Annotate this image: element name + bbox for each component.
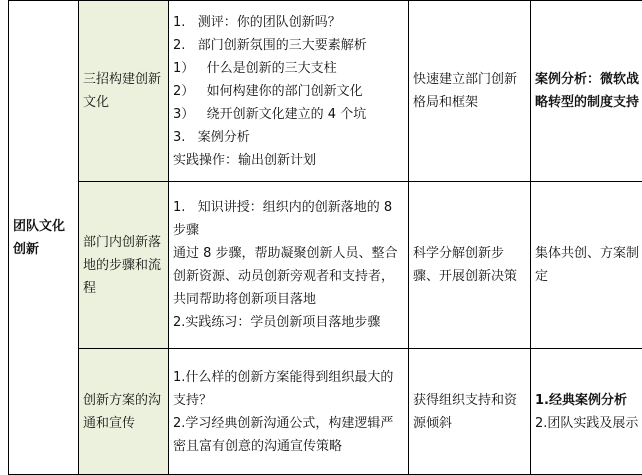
content-cell — [169, 349, 409, 475]
goal-cell — [409, 182, 531, 349]
content-line: 1） 什么是创新的三大支柱 — [173, 57, 404, 80]
content-line: 3） 绕开创新文化建立的 4 个坑 — [173, 103, 404, 126]
content-cell — [169, 1, 409, 182]
goal-label: 获得组织支持和资源倾斜 — [413, 393, 517, 431]
content-line: 2.实践练习：学员创新项目落地步骤 — [173, 311, 404, 334]
content-line: 1.什么样的创新方案能得到组织最大的支持？ — [173, 366, 404, 412]
content-line: 2） 如何构建你的部门创新文化 — [173, 80, 404, 103]
table-row — [9, 182, 642, 349]
goal-cell — [409, 349, 531, 475]
module-cell — [9, 1, 79, 475]
method-label: 集体共创、方案制定 — [535, 246, 639, 284]
goal-label: 快速建立部门创新格局和框架 — [413, 72, 517, 110]
content-line: 实践操作：输出创新计划 — [173, 149, 404, 172]
content-line: 通过 8 步骤，帮助凝聚创新人员、整合创新资源、动员创新旁观者和支持者，共同帮助将创新项目落地 — [173, 242, 404, 311]
method-label: 1.经典案例分析 — [535, 389, 642, 412]
topic-cell — [79, 182, 169, 349]
topic-label: 三招构建创新文化 — [83, 72, 161, 110]
table-row — [9, 1, 642, 182]
topic-label: 部门内创新落地的步骤和流程 — [83, 235, 161, 296]
goal-label: 科学分解创新步骤、开展创新决策 — [413, 246, 517, 284]
course-outline-table — [8, 0, 642, 475]
table-row — [9, 349, 642, 475]
content-line: 1. 知识讲授：组织内的创新落地的 8 步骤 — [173, 196, 404, 242]
goal-cell — [409, 1, 531, 182]
method-label: 案例分析：微软战略转型的制度支持 — [535, 72, 639, 110]
content-line: 2. 部门创新氛围的三大要素解析 — [173, 34, 404, 57]
method-cell — [531, 1, 642, 182]
module-label: 团队文化创新 — [13, 219, 65, 257]
topic-cell — [79, 1, 169, 182]
topic-label: 创新方案的沟通和宣传 — [83, 393, 161, 431]
method-cell — [531, 182, 642, 349]
method-cell — [531, 349, 642, 475]
content-line: 3. 案例分析 — [173, 126, 404, 149]
content-line: 2.学习经典创新沟通公式，构建逻辑严密且富有创意的沟通宣传策略 — [173, 412, 404, 458]
topic-cell — [79, 349, 169, 475]
method-extra-label: 2.团队实践及展示 — [535, 412, 642, 435]
content-line: 1. 测评：你的团队创新吗？ — [173, 11, 404, 34]
content-cell — [169, 182, 409, 349]
